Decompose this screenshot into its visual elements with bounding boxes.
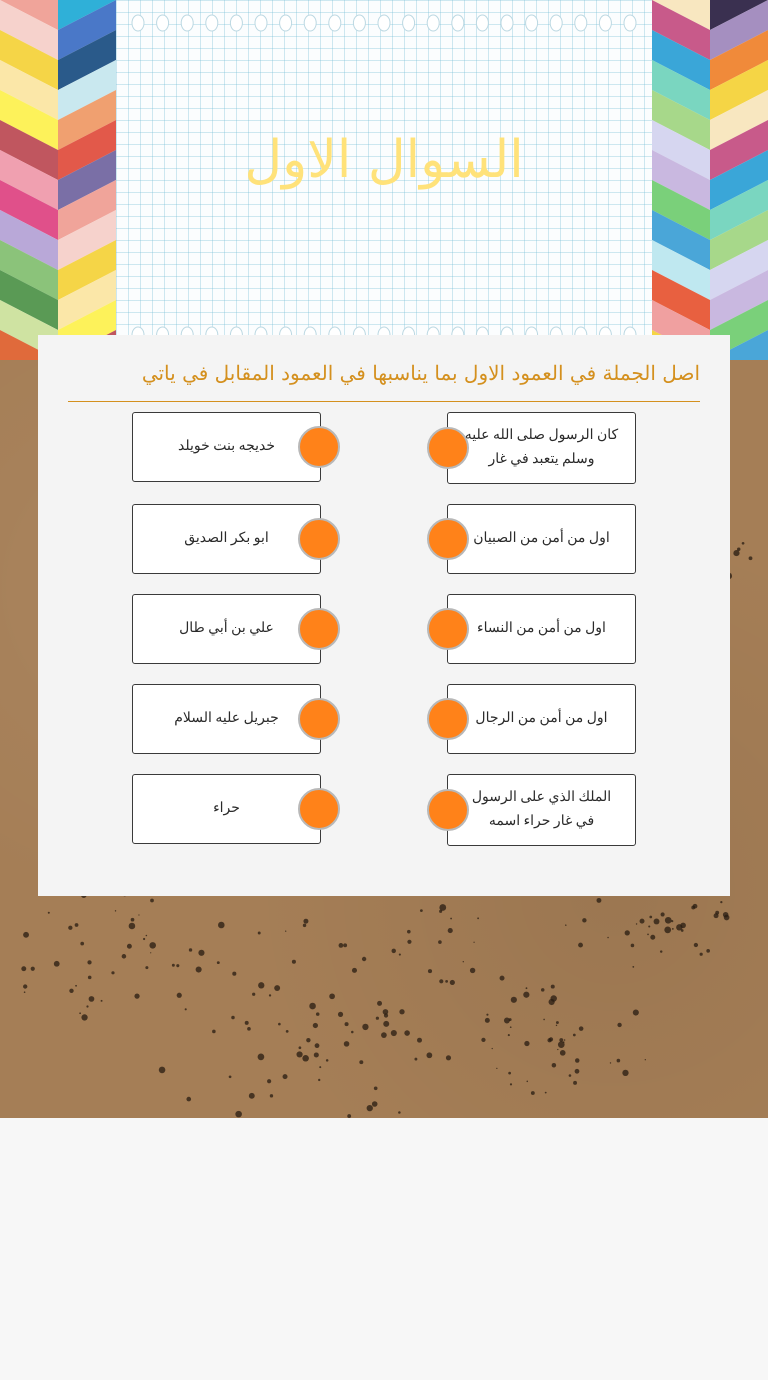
connector-handle-right-5[interactable] [427, 789, 469, 831]
match-item-right-2[interactable]: اول من أمن من الصبيان [447, 504, 636, 574]
connector-handle-right-2[interactable] [427, 518, 469, 560]
connector-handle-left-5[interactable] [298, 788, 340, 830]
chevron-pattern-left [0, 0, 116, 360]
match-item-right-1[interactable]: كان الرسول صلى الله عليه وسلم يتعبد في غار [447, 412, 636, 484]
connector-handle-right-1[interactable] [427, 427, 469, 469]
question-instruction: اصل الجملة في العمود الاول بما يناسبها في العمود المقابل في ياتي [141, 361, 700, 385]
connector-handle-left-3[interactable] [298, 608, 340, 650]
question-card [38, 335, 730, 896]
instruction-divider [68, 401, 700, 402]
match-item-left-4[interactable]: جبريل عليه السلام [132, 684, 321, 754]
match-item-right-3[interactable]: اول من أمن من النساء [447, 594, 636, 664]
header-banner [0, 0, 768, 360]
match-item-right-5[interactable]: الملك الذي على الرسول في غار حراء اسمه [447, 774, 636, 846]
match-item-left-1[interactable]: خديجه بنت خويلد [132, 412, 321, 482]
match-item-left-3[interactable]: علي بن أبي طال [132, 594, 321, 664]
connector-handle-left-1[interactable] [298, 426, 340, 468]
connector-handle-right-4[interactable] [427, 698, 469, 740]
connector-handle-right-3[interactable] [427, 608, 469, 650]
connector-handle-left-2[interactable] [298, 518, 340, 560]
notebook-holes-top [128, 14, 648, 32]
connector-handle-left-4[interactable] [298, 698, 340, 740]
match-item-left-2[interactable]: ابو بكر الصديق [132, 504, 321, 574]
match-item-left-5[interactable]: حراء [132, 774, 321, 844]
chevron-pattern-right [652, 0, 768, 360]
match-item-right-4[interactable]: اول من أمن من الرجال [447, 684, 636, 754]
page-title: السوال الاول [244, 130, 524, 190]
